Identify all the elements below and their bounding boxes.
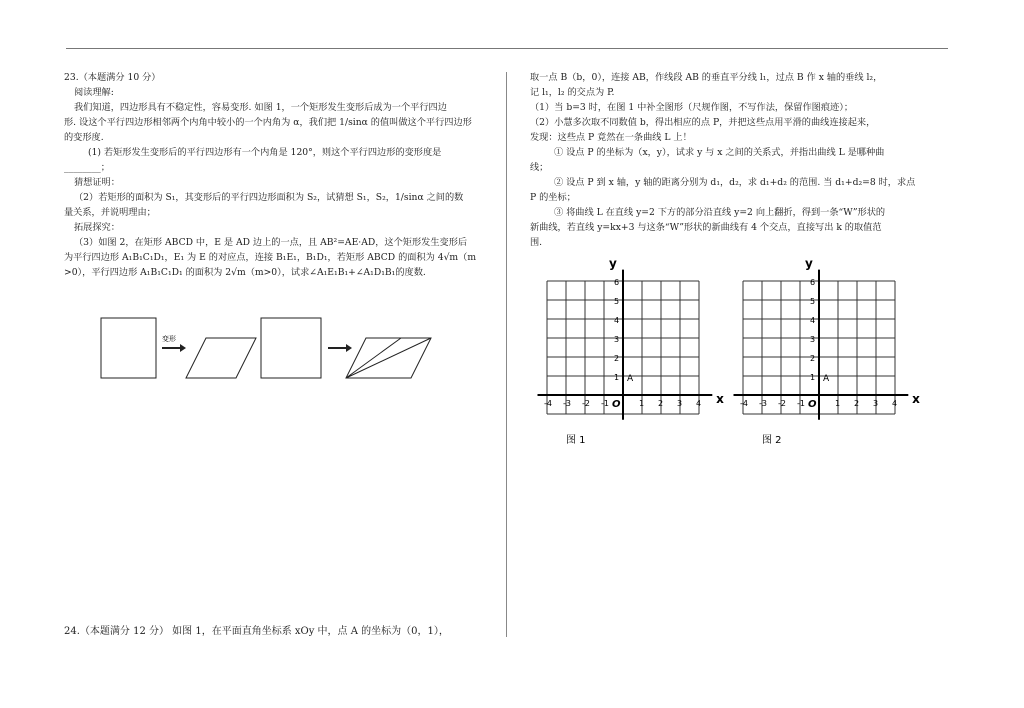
tick-label: -1 xyxy=(601,399,609,408)
q24-line: 记 l₁，l₂ 的交点为 P. xyxy=(530,87,615,98)
tick-label: 4 xyxy=(696,399,702,408)
q23-line: 形. 设这个平行四边形相邻两个内角中较小的一个内角为 α，我们把 1/sinα 的值叫做这个平行四边形 xyxy=(64,117,472,128)
fig-arrow-label: 变形 xyxy=(162,335,176,343)
question-23 xyxy=(64,70,494,280)
q23-title: 23.（本题满分 10 分） xyxy=(64,72,161,83)
tick-label: 4 xyxy=(810,316,816,325)
q24-line: ② 设点 P 到 x 轴，y 轴的距离分别为 d₁，d₂，求 d₁+d₂ 的范围. 当 d₁+d₂=8 时，求点 xyxy=(554,177,916,188)
y-label: y xyxy=(805,256,813,271)
top-rule xyxy=(66,48,948,49)
tick-label: -4 xyxy=(740,399,748,408)
q23-part1-blank: ________； xyxy=(64,162,110,173)
tick-label: -1 xyxy=(797,399,805,408)
tick-label: 1 xyxy=(639,399,645,408)
tick-label: 1 xyxy=(810,373,816,382)
tick-label: -3 xyxy=(759,399,767,408)
q24-line: ③ 将曲线 L 在直线 y=2 下方的部分沿直线 y=2 向上翻折，得到一条“W”形状的 xyxy=(554,207,886,218)
q23-read: 阅读理解: xyxy=(74,87,114,98)
q23-part2: 量关系，并说明理由； xyxy=(64,207,156,218)
grid-figure-2 xyxy=(732,255,922,445)
grid-figure-1 xyxy=(536,255,726,445)
q24-line: 线； xyxy=(530,162,549,173)
q24-line: 新曲线，若直线 y=kx+3 与这条“W”形状的新曲线有 4 个交点，直接写出 k 的取值范 xyxy=(530,222,882,233)
q24-line: 围. xyxy=(530,237,543,248)
point-a-label: A xyxy=(627,374,634,384)
figure-caption: 图 2 xyxy=(762,435,782,445)
tick-label: -2 xyxy=(778,399,786,408)
q23-part2: （2）若矩形的面积为 S₁，其变形后的平行四边形面积为 S₂，试猜想 S₁，S₂，1/sinα 之间的数 xyxy=(74,192,464,203)
q23-part3: 为平行四边形 A₁B₁C₁D₁，E₁ 为 E 的对应点，连接 B₁E₁，B₁D₁，若矩形 ABCD 的面积为 4√m（m xyxy=(64,252,477,263)
tick-label: -3 xyxy=(563,399,571,408)
q24-line: 取一点 B（b，0），连接 AB，作线段 AB 的垂直平分线 l₁，过点 B 作 x 轴的垂线 l₂， xyxy=(530,72,883,83)
q23-part3: >0），平行四边形 A₁B₁C₁D₁ 的面积为 2√m（m>0），试求∠A₁E₁B₁+∠A₁D₁B₁的度数. xyxy=(64,267,426,278)
q23-line: 我们知道，四边形具有不稳定性，容易变形. 如图 1，一个矩形发生变形后成为一个平行四边 xyxy=(74,102,447,113)
tick-label: 6 xyxy=(614,278,620,287)
tick-label: 1 xyxy=(614,373,620,382)
q24-line: （1）当 b=3 时，在图 1 中补全图形（尺规作图，不写作法，保留作图痕迹）； xyxy=(530,102,854,113)
q24-line: ① 设点 P 的坐标为（x，y），试求 y 与 x 之间的关系式，并指出曲线 L 是哪种曲 xyxy=(554,147,885,158)
q23-line: 的变形度. xyxy=(64,132,104,143)
tick-label: 2 xyxy=(854,399,860,408)
q24-line: （2）小慧多次取不同数值 b，得出相应的点 P，并把这些点用平滑的曲线连接起来， xyxy=(530,117,876,128)
q23-part1: (1) 若矩形发生变形后的平行四边形有一个内角是 120°，则这个平行四边形的变形度是 xyxy=(88,147,442,158)
tick-label: 3 xyxy=(873,399,879,408)
origin-label: O xyxy=(612,399,621,410)
x-label: x xyxy=(912,392,920,406)
q23-part3: （3）如图 2，在矩形 ABCD 中，E 是 AD 边上的一点，且 AB²=AE·AD，这个矩形发生变形后 xyxy=(74,237,468,248)
q23-ext: 拓展探究： xyxy=(74,222,120,233)
tick-label: 4 xyxy=(614,316,620,325)
tick-label: 2 xyxy=(614,354,620,363)
x-label: x xyxy=(716,392,724,406)
column-divider xyxy=(506,72,507,637)
tick-label: 2 xyxy=(658,399,664,408)
tick-label: 2 xyxy=(810,354,816,363)
tick-label: 3 xyxy=(614,335,620,344)
question-24: 24.（本题满分 12 分） 如图 1，在平面直角坐标系 xOy 中，点 A 的坐标为（0，1）， xyxy=(64,626,449,637)
tick-label: 5 xyxy=(614,297,620,306)
tick-label: 3 xyxy=(677,399,683,408)
origin-label: O xyxy=(808,399,817,410)
tick-label: -4 xyxy=(544,399,552,408)
q24-line: P 的坐标； xyxy=(530,192,576,203)
q24-line: 发现：这些点 P 竟然在一条曲线 L 上！ xyxy=(530,132,692,143)
tick-label: -2 xyxy=(582,399,590,408)
tick-label: 4 xyxy=(892,399,898,408)
q23-figures xyxy=(96,308,456,388)
tick-label: 5 xyxy=(810,297,816,306)
tick-label: 6 xyxy=(810,278,816,287)
tick-label: 1 xyxy=(835,399,841,408)
figure-caption: 图 1 xyxy=(566,435,586,445)
question-24-continued xyxy=(530,70,950,250)
q23-guess: 猜想证明： xyxy=(74,177,120,188)
point-a-label: A xyxy=(823,374,830,384)
tick-label: 3 xyxy=(810,335,816,344)
y-label: y xyxy=(609,256,617,271)
